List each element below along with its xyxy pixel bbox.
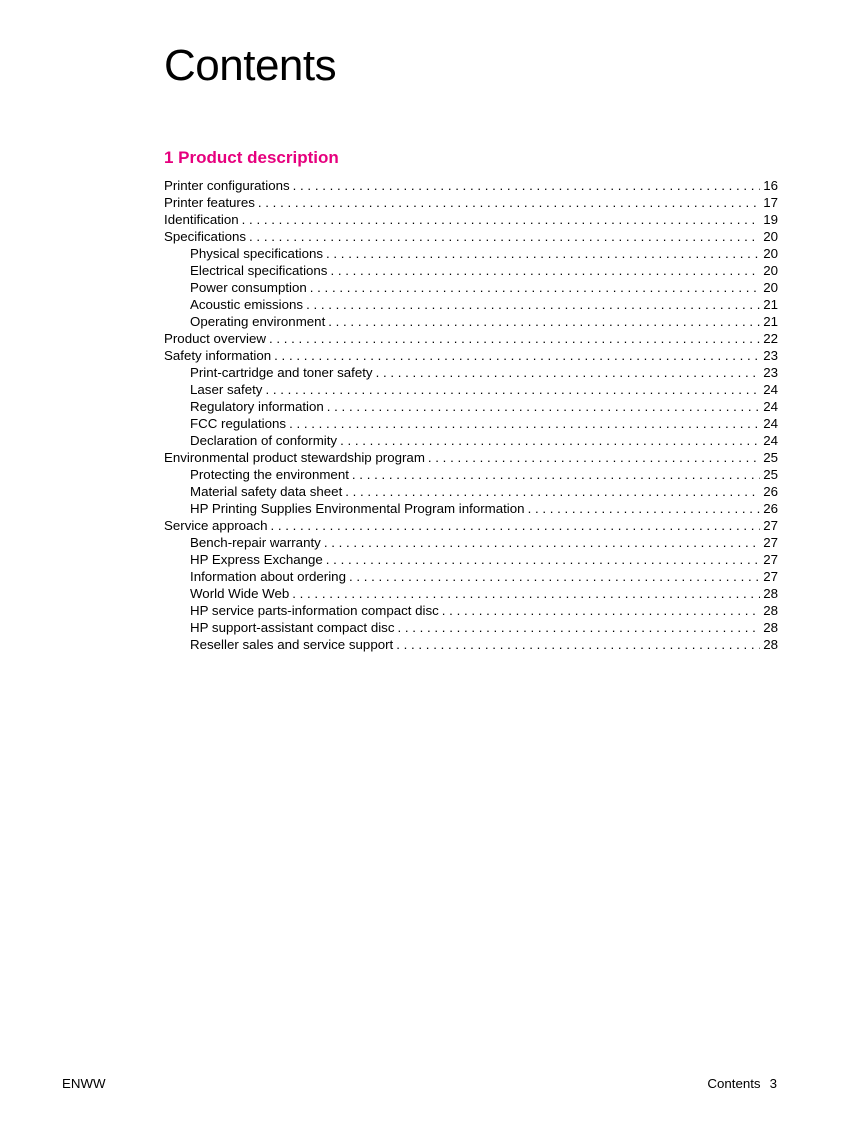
toc-dot-leader: [258, 194, 760, 211]
toc-entry-page-number[interactable]: 21: [763, 297, 778, 312]
toc-entry[interactable]: [164, 517, 778, 534]
toc-dot-leader: [345, 483, 760, 500]
toc-dot-leader: [293, 177, 761, 194]
toc-entry-page-number[interactable]: 27: [763, 518, 778, 533]
chapter-heading: 1 Product description: [164, 148, 339, 167]
footer-page-label: [707, 1075, 777, 1092]
toc-dot-leader: [326, 245, 760, 262]
toc-entry-page-number[interactable]: 23: [763, 365, 778, 380]
toc-dot-leader: [397, 619, 760, 636]
toc-entry[interactable]: [164, 568, 778, 585]
toc-entry[interactable]: [164, 585, 778, 602]
toc-entry[interactable]: [164, 483, 778, 500]
toc-entry-page-number[interactable]: 28: [763, 603, 778, 618]
toc-dot-leader: [396, 636, 760, 653]
toc-dot-leader: [528, 500, 761, 517]
toc-dot-leader: [428, 449, 760, 466]
toc-entry-page-number[interactable]: 16: [763, 178, 778, 193]
toc-dot-leader: [292, 585, 760, 602]
toc-dot-leader: [274, 347, 760, 364]
toc-entry-page-number[interactable]: 24: [763, 433, 778, 448]
toc-entry[interactable]: [164, 296, 778, 313]
toc-entry-page-number[interactable]: 20: [763, 229, 778, 244]
toc-entry-label[interactable]: Print-cartridge and toner safety: [190, 365, 373, 380]
toc-entry-page-number[interactable]: 24: [763, 416, 778, 431]
toc-dot-leader: [326, 551, 760, 568]
toc-entry[interactable]: [164, 449, 778, 466]
toc-entry-label[interactable]: HP support-assistant compact disc: [190, 620, 395, 635]
toc-dot-leader: [324, 534, 760, 551]
toc-entry-page-number[interactable]: 25: [763, 467, 778, 482]
toc-entry-page-number[interactable]: 24: [763, 382, 778, 397]
toc-entry-label[interactable]: HP service parts-information compact disc: [190, 603, 439, 618]
toc-entry[interactable]: [164, 534, 778, 551]
toc-entry-label[interactable]: Product overview: [164, 331, 266, 346]
toc-entry-page-number[interactable]: 28: [763, 637, 778, 652]
toc-entry[interactable]: [164, 211, 778, 228]
toc-entry-label[interactable]: Identification: [164, 212, 239, 227]
toc-entry[interactable]: [164, 602, 778, 619]
toc-entry[interactable]: [164, 466, 778, 483]
toc-entry-page-number[interactable]: 20: [763, 263, 778, 278]
toc-entry-label[interactable]: Regulatory information: [190, 399, 324, 414]
toc-entry[interactable]: [164, 347, 778, 364]
toc-entry-page-number[interactable]: 22: [763, 331, 778, 346]
toc-entry-page-number[interactable]: 27: [763, 535, 778, 550]
footer-publication-code: ENWW: [62, 1076, 106, 1091]
toc-entry-page-number[interactable]: 28: [763, 620, 778, 635]
toc-entry-label[interactable]: Safety information: [164, 348, 272, 363]
toc-entry-label[interactable]: Declaration of conformity: [190, 433, 338, 448]
toc-dot-leader: [327, 398, 760, 415]
toc-entry[interactable]: [164, 177, 778, 194]
table-of-contents: [164, 177, 778, 653]
toc-entry-label[interactable]: Protecting the environment: [190, 467, 349, 482]
toc-entry-page-number[interactable]: 24: [763, 399, 778, 414]
toc-entry-label[interactable]: Physical specifications: [190, 246, 324, 261]
toc-entry-label[interactable]: Operating environment: [190, 314, 326, 329]
toc-dot-leader: [376, 364, 761, 381]
toc-entry[interactable]: [164, 245, 778, 262]
toc-entry[interactable]: [164, 432, 778, 449]
toc-entry-page-number[interactable]: 21: [763, 314, 778, 329]
toc-entry[interactable]: [164, 636, 778, 653]
toc-entry[interactable]: [164, 279, 778, 296]
toc-entry-label[interactable]: Environmental product stewardship program: [164, 450, 425, 465]
toc-entry[interactable]: [164, 500, 778, 517]
toc-entry-page-number[interactable]: 28: [763, 586, 778, 601]
toc-dot-leader: [265, 381, 760, 398]
toc-dot-leader: [340, 432, 760, 449]
toc-dot-leader: [349, 568, 760, 585]
toc-entry[interactable]: [164, 381, 778, 398]
toc-entry-label[interactable]: Laser safety: [190, 382, 263, 397]
toc-entry-label[interactable]: Service approach: [164, 518, 268, 533]
toc-entry[interactable]: [164, 398, 778, 415]
toc-entry-page-number[interactable]: 20: [763, 246, 778, 261]
toc-entry[interactable]: [164, 330, 778, 347]
toc-entry-label[interactable]: FCC regulations: [190, 416, 287, 431]
toc-dot-leader: [306, 296, 760, 313]
toc-entry-label[interactable]: Information about ordering: [190, 569, 346, 584]
toc-entry[interactable]: [164, 415, 778, 432]
footer-section-name: Contents: [707, 1076, 761, 1091]
toc-entry[interactable]: [164, 228, 778, 245]
toc-dot-leader: [442, 602, 760, 619]
toc-entry-page-number[interactable]: 23: [763, 348, 778, 363]
toc-entry[interactable]: [164, 262, 778, 279]
toc-entry-page-number[interactable]: 17: [763, 195, 778, 210]
toc-entry-page-number[interactable]: 25: [763, 450, 778, 465]
toc-entry-label[interactable]: Reseller sales and service support: [190, 637, 394, 652]
toc-entry-label[interactable]: World Wide Web: [190, 586, 290, 601]
toc-entry-label[interactable]: Bench-repair warranty: [190, 535, 321, 550]
toc-entry[interactable]: [164, 194, 778, 211]
toc-entry-page-number[interactable]: 27: [763, 552, 778, 567]
toc-entry[interactable]: [164, 619, 778, 636]
toc-entry-page-number[interactable]: 19: [763, 212, 778, 227]
toc-entry-page-number[interactable]: 26: [763, 501, 778, 516]
toc-dot-leader: [269, 330, 760, 347]
toc-dot-leader: [328, 313, 760, 330]
toc-entry-label[interactable]: Electrical specifications: [190, 263, 328, 278]
footer-page-number: 3: [769, 1076, 777, 1091]
toc-entry-page-number[interactable]: 27: [763, 569, 778, 584]
toc-dot-leader: [242, 211, 761, 228]
toc-entry[interactable]: [164, 313, 778, 330]
toc-dot-leader: [330, 262, 760, 279]
toc-entry-label[interactable]: Specifications: [164, 229, 247, 244]
toc-entry-label[interactable]: Acoustic emissions: [190, 297, 304, 312]
toc-entry[interactable]: [164, 364, 778, 381]
toc-dot-leader: [352, 466, 760, 483]
toc-dot-leader: [310, 279, 760, 296]
toc-entry-label[interactable]: Material safety data sheet: [190, 484, 343, 499]
toc-entry-label[interactable]: HP Printing Supplies Environmental Program information: [190, 501, 525, 516]
toc-entry[interactable]: [164, 551, 778, 568]
toc-entry-page-number[interactable]: 26: [763, 484, 778, 499]
toc-entry-page-number[interactable]: 20: [763, 280, 778, 295]
page-title: Contents: [164, 41, 337, 90]
toc-entry-label[interactable]: Printer configurations: [164, 178, 290, 193]
toc-dot-leader: [249, 228, 760, 245]
toc-entry-label[interactable]: HP Express Exchange: [190, 552, 323, 567]
toc-entry-label[interactable]: Printer features: [164, 195, 255, 210]
toc-dot-leader: [270, 517, 760, 534]
toc-dot-leader: [289, 415, 760, 432]
toc-entry-label[interactable]: Power consumption: [190, 280, 307, 295]
